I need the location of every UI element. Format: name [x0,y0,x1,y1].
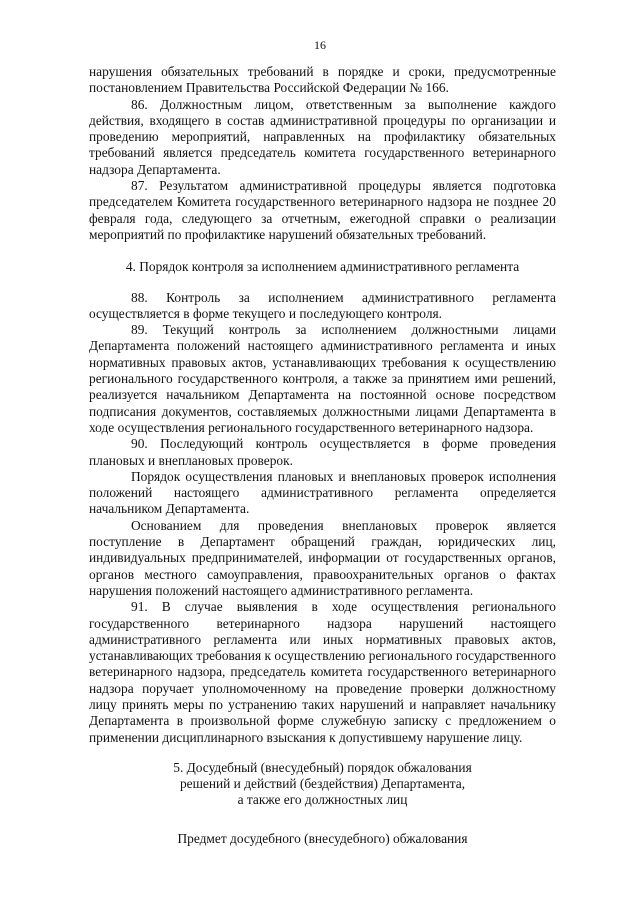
paragraph-inspection-order: Порядок осуществления плановых и внеплановых проверок исполнения положений настоящего административного регламента определяется начальником Департамента. [89,468,556,517]
paragraph-unscheduled-grounds: Основанием для проведения внеплановых проверок является поступление в Департамент обращений граждан, юридических лиц, индивидуальных предпринимателей, информации от государственных органов, органов местного самоуправления, правоохранительных органов о фактах нарушения положений настоящего административного регламента. [89,517,556,598]
paragraph-continuation: нарушения обязательных требований в порядке и сроки, предусмотренные постановлением Правительства Российской Федерации № 166. [89,64,556,96]
paragraph-87: 87. Результатом административной процедуры является подготовка председателем Комитета государственного ветеринарного надзора не позднее 20 февраля года, следующего за отчетным, ежегодной справки о реализации мероприятий по профилактике нарушений обязательных требований. [89,178,556,242]
paragraph-88: 88. Контроль за исполнением административного регламента осуществляется в форме текущего и последующего контроля. [89,289,556,321]
section-5-subheading: Предмет досудебного (внесудебного) обжалования [177,830,468,846]
paragraph-86: 86. Должностным лицом, ответственным за выполнение каждого действия, входящего в состав административной процедуры по организации и проведению мероприятий, направленных на профилактику обязательных требований является председатель комитета государственного ветеринарного надзора Департамента. [89,96,556,177]
section-5-heading-line: а также его должностных лиц [237,792,408,808]
paragraph-89: 89. Текущий контроль за исполнением должностными лицами Департамента положений настоящего административного регламента и иных нормативных правовых актов, устанавливающих требования к осуществлению регионального государственного контроля, а также за принятием ими решений, реализуется начальником Департамента на постоянной основе посредством подписания документов, составляемых должностными лицами Департамента в ходе осуществления регионального государственного ветеринарного надзора. [89,322,556,435]
section-5-heading-line: 5. Досудебный (внесудебный) порядок обжалования [173,759,472,775]
section-4-heading: 4. Порядок контроля за исполнением административного регламента [125,259,520,275]
paragraph-91: 91. В случае выявления в ходе осуществления регионального государственного ветеринарного надзора нарушений настоящего административного регламента или иных нормативных правовых актов, устанавливающих требования к осуществлению регионального государственного ветеринарного надзора, председатель комитета государственного ветеринарного надзора поручает уполномоченному на проведение проверки должностному лицу принять меры по устранению таких нарушений и направляет начальнику Департамента в произвольной форме служебную записку с предложением о применении дисциплинарного взыскания к допустившему нарушение лицу. [89,599,556,745]
section-5-heading-line: решений и действий (бездействия) Департамента, [179,776,466,792]
section-5-heading [89,760,556,809]
document-body [89,64,556,847]
page-number: 16 [314,38,326,52]
paragraph-90: 90. Последующий контроль осуществляется в форме проведения плановых и внеплановых проверок. [89,436,556,468]
